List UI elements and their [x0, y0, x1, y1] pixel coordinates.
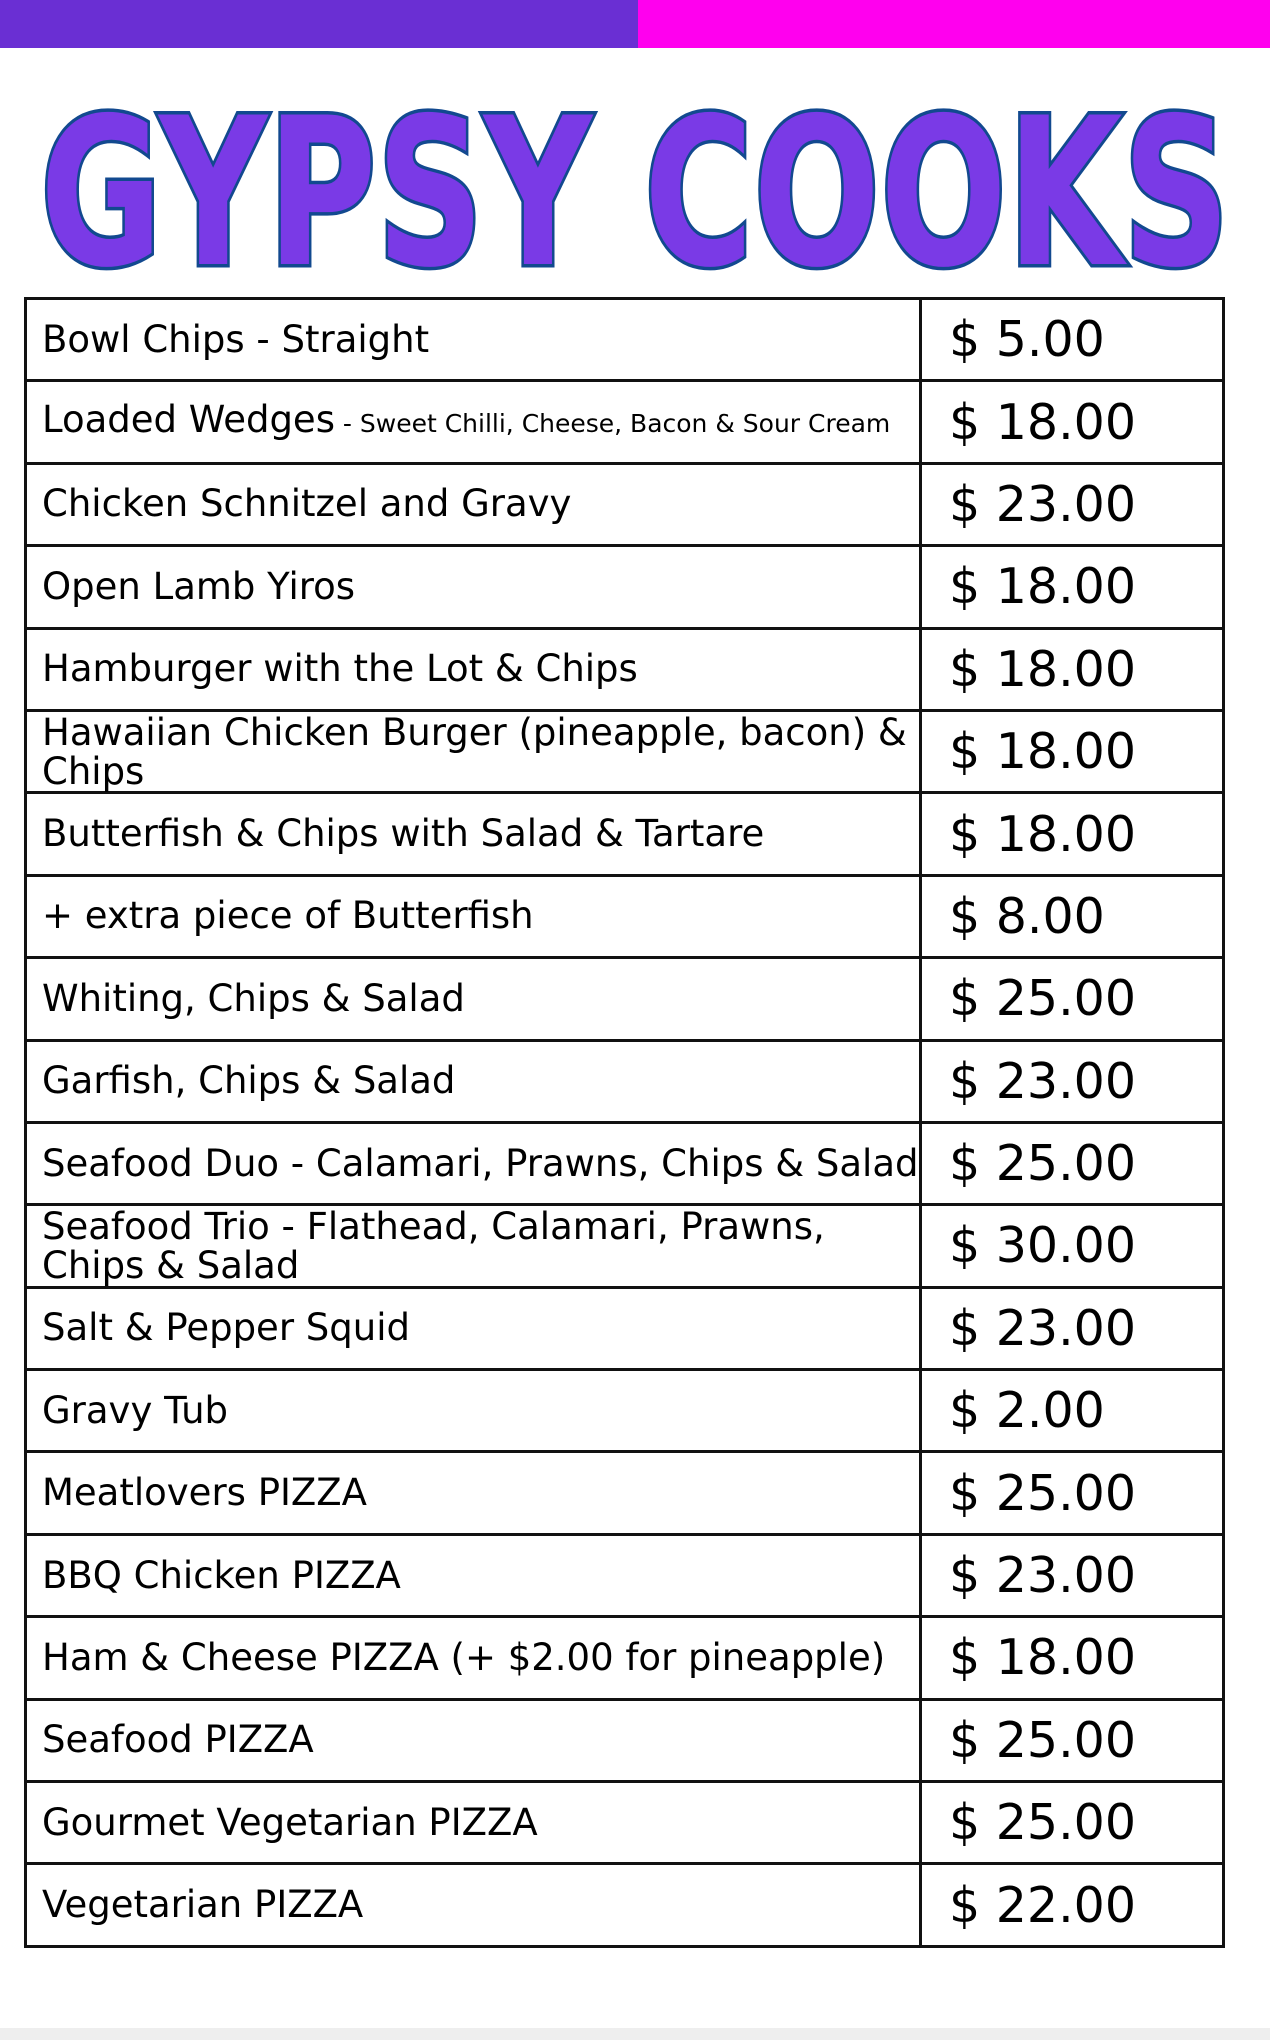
menu-item-price: $ 18.00	[921, 1617, 1224, 1699]
menu-item-name: Bowl Chips - Straight	[42, 317, 430, 361]
menu-row	[26, 1782, 1224, 1864]
menu-item-note: - Sweet Chilli, Cheese, Bacon & Sour Cream	[334, 409, 891, 439]
menu-row	[26, 1864, 1224, 1946]
menu-item-name: Hawaiian Chicken Burger (pineapple, bacon) & Chips	[42, 710, 907, 793]
top-bar-purple-segment	[0, 0, 638, 48]
menu-item-price: $ 23.00	[921, 1534, 1224, 1616]
menu-item-price: $ 18.00	[921, 381, 1224, 463]
menu-row	[26, 1370, 1224, 1452]
menu-item-cell	[26, 1782, 921, 1864]
menu-item-name: Ham & Cheese PIZZA (+ $2.00 for pineapple)	[42, 1635, 886, 1679]
menu-item-cell	[26, 546, 921, 628]
menu-item-name: Salt & Pepper Squid	[42, 1306, 410, 1350]
menu-row	[26, 710, 1224, 792]
menu-row	[26, 463, 1224, 545]
menu-item-cell	[26, 1699, 921, 1781]
menu-item-name: Open Lamb Yiros	[42, 564, 356, 608]
menu-row	[26, 1452, 1224, 1534]
menu-item-cell	[26, 1370, 921, 1452]
menu-row	[26, 875, 1224, 957]
top-color-bar	[0, 0, 1270, 48]
menu-row	[26, 958, 1224, 1040]
menu-item-name: Gourmet Vegetarian PIZZA	[42, 1800, 538, 1844]
menu-item-name: Seafood Trio - Flathead, Calamari, Prawns, Chips & Salad	[42, 1204, 825, 1287]
menu-item-price: $ 25.00	[921, 958, 1224, 1040]
menu-row	[26, 546, 1224, 628]
menu-item-name: Butterfish & Chips with Salad & Tartare	[42, 812, 765, 856]
menu-item-name: BBQ Chicken PIZZA	[42, 1553, 401, 1597]
title-lettering	[0, 60, 1270, 285]
menu-row	[26, 1122, 1224, 1204]
menu-row	[26, 628, 1224, 710]
menu-item-cell	[26, 381, 921, 463]
menu-item-name: Seafood PIZZA	[42, 1718, 314, 1762]
menu-item-cell	[26, 1122, 921, 1204]
menu-item-price: $ 25.00	[921, 1122, 1224, 1204]
menu-item-cell	[26, 1040, 921, 1122]
menu-row	[26, 1617, 1224, 1699]
menu-item-price: $ 18.00	[921, 628, 1224, 710]
menu-item-name: Seafood Duo - Calamari, Prawns, Chips & Salad	[42, 1141, 919, 1185]
menu-item-cell	[26, 1864, 921, 1946]
menu-row	[26, 793, 1224, 875]
menu-item-price: $ 5.00	[921, 299, 1224, 381]
menu-row	[26, 1287, 1224, 1369]
restaurant-title	[0, 60, 1270, 285]
menu-row	[26, 381, 1224, 463]
menu-item-cell	[26, 299, 921, 381]
menu-item-cell	[26, 1287, 921, 1369]
menu-item-cell	[26, 793, 921, 875]
menu-item-price: $ 25.00	[921, 1452, 1224, 1534]
menu-item-cell	[26, 875, 921, 957]
menu-item-name: Garfish, Chips & Salad	[42, 1059, 456, 1103]
menu-item-price: $ 23.00	[921, 1040, 1224, 1122]
menu-item-name: Hamburger with the Lot & Chips	[42, 647, 638, 691]
menu-table-body	[26, 299, 1224, 1947]
menu-item-cell	[26, 1534, 921, 1616]
menu-row	[26, 299, 1224, 381]
menu-item-price: $ 8.00	[921, 875, 1224, 957]
menu-item-cell	[26, 1617, 921, 1699]
menu-item-price: $ 18.00	[921, 710, 1224, 792]
menu-item-price: $ 2.00	[921, 1370, 1224, 1452]
menu-item-cell	[26, 1452, 921, 1534]
menu-item-price: $ 25.00	[921, 1782, 1224, 1864]
menu-item-price: $ 23.00	[921, 1287, 1224, 1369]
menu-item-price: $ 18.00	[921, 793, 1224, 875]
menu-item-name: Loaded Wedges	[42, 398, 335, 442]
menu-item-price: $ 18.00	[921, 546, 1224, 628]
menu-item-name: Meatlovers PIZZA	[42, 1471, 367, 1515]
menu-item-cell	[26, 1205, 921, 1287]
menu-item-name: Whiting, Chips & Salad	[42, 976, 465, 1020]
menu-item-name: + extra piece of Butterfish	[42, 894, 534, 938]
menu-row	[26, 1205, 1224, 1287]
restaurant-title-text: GYPSY COOKS	[40, 75, 1230, 285]
menu-item-price: $ 23.00	[921, 463, 1224, 545]
menu-item-cell	[26, 628, 921, 710]
menu-row	[26, 1040, 1224, 1122]
menu-item-name: Gravy Tub	[42, 1388, 229, 1432]
menu-row	[26, 1534, 1224, 1616]
menu-row	[26, 1699, 1224, 1781]
menu-item-cell	[26, 710, 921, 792]
menu-item-name: Vegetarian PIZZA	[42, 1883, 364, 1927]
menu-item-cell	[26, 463, 921, 545]
menu-item-price: $ 25.00	[921, 1699, 1224, 1781]
top-bar-magenta-segment	[638, 0, 1270, 48]
menu-price-table	[24, 297, 1225, 1948]
menu-item-name: Chicken Schnitzel and Gravy	[42, 482, 572, 526]
menu-item-price: $ 30.00	[921, 1205, 1224, 1287]
menu-item-cell	[26, 958, 921, 1040]
menu-item-price: $ 22.00	[921, 1864, 1224, 1946]
bottom-edge	[0, 2028, 1270, 2040]
